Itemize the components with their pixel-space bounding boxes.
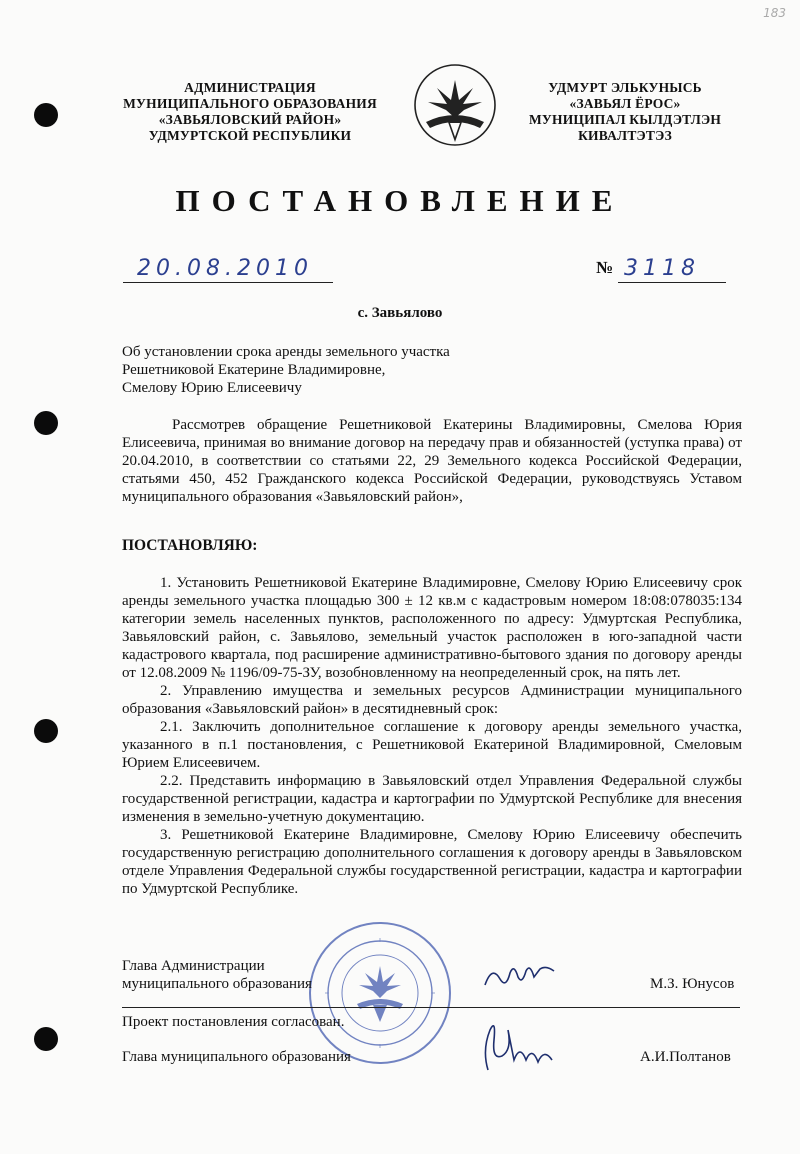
approver-signature xyxy=(468,1010,578,1080)
header-left xyxy=(110,80,390,144)
emblem-icon xyxy=(410,60,500,150)
signer-name: М.З. Юнусов xyxy=(650,976,735,992)
punch-hole xyxy=(34,411,58,435)
approval-note: Проект постановления согласован. xyxy=(122,1014,345,1030)
document-title: ПОСТАНОВЛЕНИЕ xyxy=(175,183,625,218)
number-line xyxy=(618,254,726,283)
subject-line: Смелову Юрию Елисеевичу xyxy=(122,380,302,396)
signer-title xyxy=(122,957,312,993)
place: с. Завьялово xyxy=(357,305,443,321)
header-left-line: АДМИНИСТРАЦИЯ xyxy=(184,80,316,95)
number-label: № xyxy=(596,258,614,277)
approver-name: А.И.Полтанов xyxy=(640,1049,731,1065)
signer-title-line: Глава Администрации xyxy=(122,958,265,974)
approver-title: Глава муниципального образования xyxy=(122,1049,351,1065)
header-right-line: МУНИЦИПАЛ КЫЛДЭТЛЭН xyxy=(528,112,722,127)
date-handwritten: 20.08.2010 xyxy=(137,256,313,281)
corner-mark: 183 xyxy=(763,6,786,20)
resolve-heading: ПОСТАНОВЛЯЮ: xyxy=(122,537,258,554)
punch-hole xyxy=(34,103,58,127)
header-right-line: КИВАЛТЭТЭЗ xyxy=(578,128,672,143)
resolution-items xyxy=(122,574,742,898)
item-3: 3. Решетниковой Екатерине Владимировне, Смелову Юрию Елисеевичу обеспечить государственную регистрацию дополнительного соглашения к договору аренды в Завьяловском отделе Управления Федеральной службы государственной регистрации, кадастра и картографии по Удмуртской Республике. xyxy=(122,827,742,897)
header-right-line: «ЗАВЬЯЛ ЁРОС» xyxy=(569,96,681,111)
punch-hole xyxy=(34,719,58,743)
item-1: 1. Установить Решетниковой Екатерине Владимировне, Смелову Юрию Елисеевичу срок аренды земельного участка площадью 300 ± 12 кв.м с кадастровым номером 18:08:078035:134 категории земель населенных пунктов, расположенного по адресу: Удмуртская Республика, Завьяловский район, с. Завьялово, земельный участок расположен в юго-западной части кадастрового квартала, под расширение административно-бытового здания по договору аренды от 12.08.2009 № 1196/09-75-ЗУ, возобновленному на неопределенный срок, на пять лет. xyxy=(122,575,742,681)
header-right-line: УДМУРТ ЭЛЬКУНЫСЬ xyxy=(548,80,702,95)
signer-title-line: муниципального образования xyxy=(122,976,312,992)
subject-line: Об установлении срока аренды земельного участка xyxy=(122,344,450,360)
header-left-line: «ЗАВЬЯЛОВСКИЙ РАЙОН» xyxy=(158,112,342,127)
date-line xyxy=(123,254,333,283)
header-left-line: УДМУРТСКОЙ РЕСПУБЛИКИ xyxy=(148,128,352,143)
item-2-1: 2.1. Заключить дополнительное соглашение к договору аренды земельного участка, указанного в п.1 постановления, с Решетниковой Екатериной Владимировной, Смеловым Юрием Елисеевичем. xyxy=(122,719,742,771)
signer-signature xyxy=(480,955,560,995)
item-2-2: 2.2. Представить информацию в Завьяловский отдел Управления Федеральной службы государственной регистрации, кадастра и картографии по Удмуртской Республике для внесения изменения в земельно-учетную документацию. xyxy=(122,773,742,825)
header-left-line: МУНИЦИПАЛЬНОГО ОБРАЗОВАНИЯ xyxy=(123,96,377,111)
official-seal xyxy=(305,918,455,1068)
separator-line xyxy=(122,1007,740,1008)
preamble: Рассмотрев обращение Решетниковой Екатерины Владимировны, Смелова Юрия Елисеевича, принимая во внимание договор на передачу прав и обязанностей (уступка права) от 20.04.2010, в соответствии со статьями 22, 29 Земельного кодекса Российской Федерации, статьями 450, 452 Гражданского кодекса Российской Федерации, руководствуясь Уставом муниципального образования «Завьяловский район», xyxy=(122,417,742,505)
punch-hole xyxy=(34,1027,58,1051)
subject xyxy=(122,343,522,397)
header-right xyxy=(520,80,730,144)
item-2: 2. Управлению имущества и земельных ресурсов Администрации муниципального образования «Завьяловский район» в десятидневный срок: xyxy=(122,683,742,717)
number-handwritten: 3118 xyxy=(624,256,700,281)
subject-line: Решетниковой Екатерине Владимировне, xyxy=(122,362,386,378)
